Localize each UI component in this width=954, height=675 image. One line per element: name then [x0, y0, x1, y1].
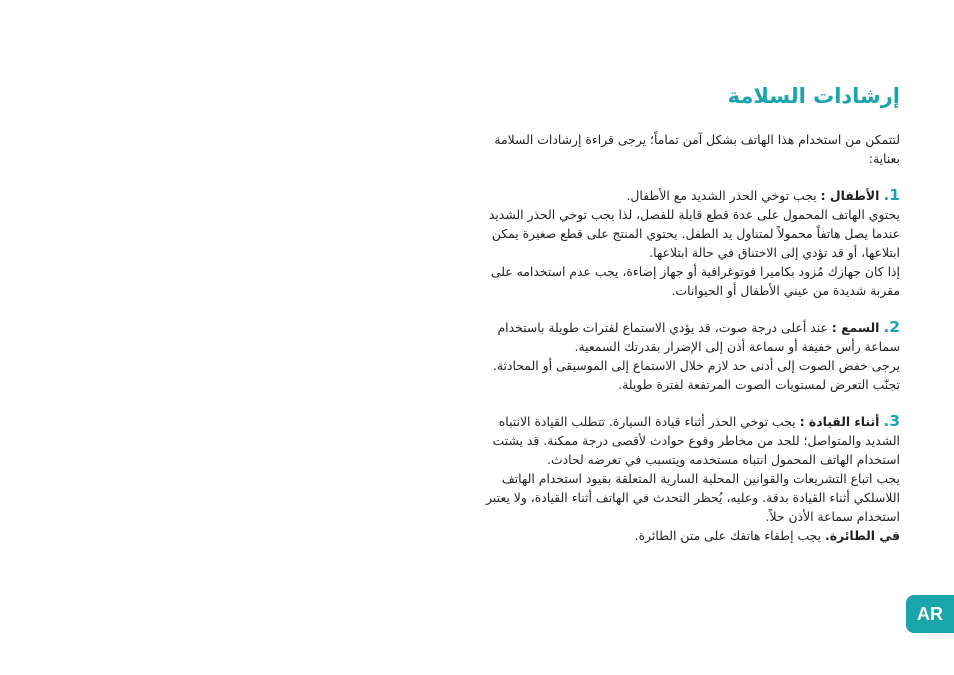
intro-paragraph: لتتمكن من استخدام هذا الهاتف بشكل آمن تماماً؛ يرجى قراءة إرشادات السلامة بعناية:: [494, 132, 900, 166]
section-text: يجب اتباع التشريعات والقوانين المحلية السارية المتعلقة بقيود استخدام الهاتف اللاسلكي أثناء القيادة بدقة. وعليه، يُحظر التحدث في الهاتف أثناء القيادة، ولا يعتبر استخدام سماعة الأذن حلاً.: [486, 471, 900, 524]
airplane-text: يجب إطفاء هاتفك على متن الطائرة.: [634, 528, 822, 543]
safety-content: [485, 130, 900, 545]
page-title: إرشادات السلامة: [727, 84, 900, 108]
section-text: عند أعلى درجة صوت، قد يؤدي الاستماع لفترات طويلة باستخدام سماعة رأس خفيفة أو سماعة أذن إلى الإضرار بقدرتك السمعية.: [497, 320, 900, 354]
section-text: يجب توخي الحذر الشديد مع الأطفال.: [626, 188, 817, 203]
language-badge: AR: [906, 595, 954, 633]
section-children: [485, 186, 900, 300]
section-heading: الأطفال :: [820, 188, 880, 203]
section-text: يجب توخي الحذر أثناء قيادة السيارة. تتطلب القيادة الانتباه الشديد والمتواصل؛ للحد من مخاطر وقوع حوادث لأقصى درجة ممكنة. قد يشتت استخدام الهاتف المحمول انتباه مستخدمه ويتسبب في تعرضه لحادث.: [492, 414, 900, 467]
airplane-heading: في الطائرة.: [825, 528, 900, 543]
section-number: 3.: [883, 412, 900, 430]
section-heading: أثناء القيادة :: [799, 414, 880, 429]
section-text: يحتوي الهاتف المحمول على عدة قطع قابلة للفصل، لذا يجب توخي الحذر الشديد عندما يصل هاتفاً محمولاً لمتناول يد الطفل. يحتوي المنتج على قطع صغيرة يمكن ابتلاعها، أو قد تؤدي إلى الاختناق في حالة ابتلاعها.: [488, 207, 900, 260]
section-heading: السمع :: [831, 320, 880, 335]
section-text: يرجى خفض الصوت إلى أدنى حد لازم خلال الاستماع إلى الموسيقى أو المحادثة. تجنّب التعرض لمستويات الصوت المرتفعة لفترة طويلة.: [492, 358, 900, 392]
section-number: 2.: [883, 318, 900, 336]
section-hearing: [485, 318, 900, 394]
section-number: 1.: [883, 186, 900, 204]
section-text: إذا كان جهازك مُزود بكاميرا فوتوغرافية أو جهاز إضاءة، يجب عدم استخدامه على مقربة شديدة من عيني الأطفال أو الحيوانات.: [490, 264, 900, 298]
section-driving: [485, 412, 900, 545]
